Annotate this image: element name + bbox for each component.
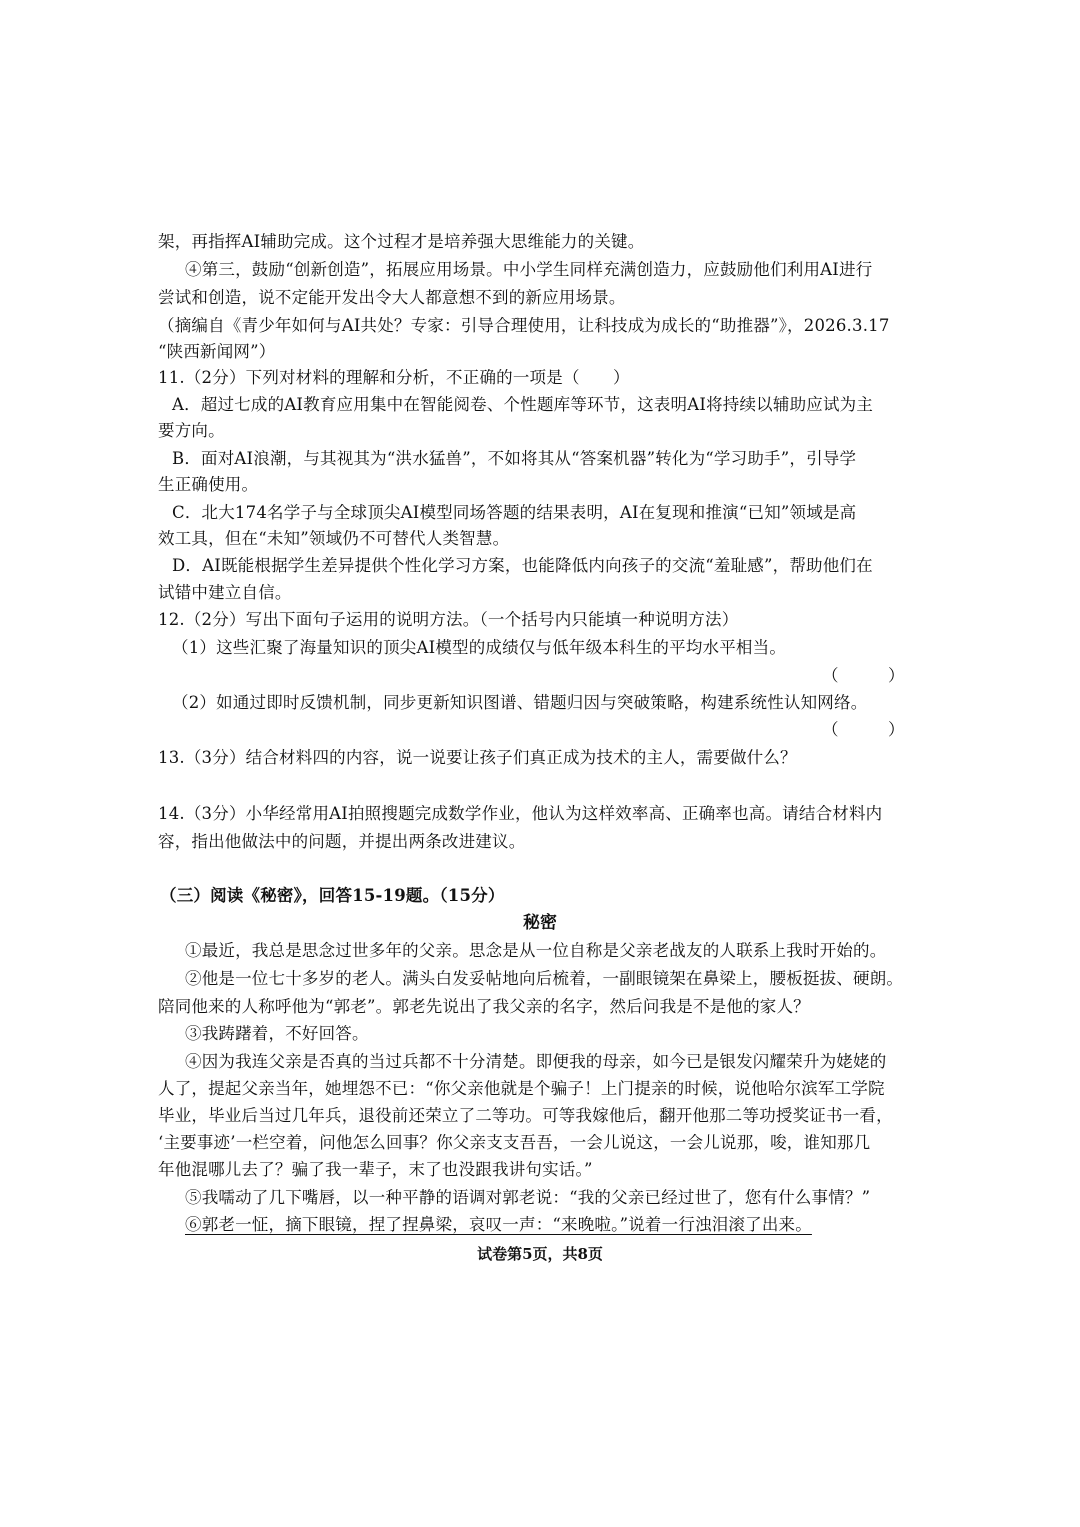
story-paragraph-5: ⑤我嚅动了几下嘴唇，以一种平静的语调对郭老说：“我的父亲已经过世了，您有什么事情？” (185, 1188, 871, 1207)
story-paragraph-4-cont: 年他混哪儿去了？骗了我一辈子，末了也没跟我讲句实话。” (158, 1160, 593, 1179)
option-a: A．超过七成的AI教育应用集中在智能阅卷、个性题库等环节，这表明AI将持续以辅助应试为主 (172, 395, 874, 414)
source-citation: “陕西新闻网”） (158, 342, 276, 361)
answer-blank-1[interactable]: （ ） (822, 666, 905, 685)
story-paragraph-6-underlined: ⑥郭老一怔，摘下眼镜，捏了捏鼻梁，哀叹一声：“来晚啦。”说着一行浊泪滚了出来。 (185, 1215, 812, 1234)
section-heading: （三）阅读《秘密》，回答15-19题。（15分） (160, 886, 505, 905)
passage-line: 架，再指挥AI辅助完成。这个过程才是培养强大思维能力的关键。 (158, 232, 645, 251)
page-footer: 试卷第5页，共8页 (477, 1245, 603, 1263)
story-paragraph-4-cont: 毕业，毕业后当过几年兵，退役前还荣立了二等功。可等我嫁他后，翻开他那二等功授奖证书一看， (158, 1106, 893, 1125)
question-12-item-1: （1）这些汇聚了海量知识的顶尖AI模型的成绩仅与低年级本科生的平均水平相当。 (172, 638, 787, 657)
passage-line: 尝试和创造，说不定能开发出令大人都意想不到的新应用场景。 (158, 288, 626, 307)
answer-blank-2[interactable]: （ ） (822, 720, 905, 739)
source-citation: （摘编自《青少年如何与AI共处？专家：引导合理使用，让科技成为成长的“助推器”》，2026.3.17 (158, 316, 890, 335)
question-11: 11.（2分）下列对材料的理解和分析，不正确的一项是（ ） (158, 368, 630, 387)
question-14: 14.（3分）小华经常用AI拍照搜题完成数学作业，他认为这样效率高、正确率也高。请结合材料内 (158, 804, 883, 823)
question-14-cont: 容，指出他做法中的问题，并提出两条改进建议。 (158, 832, 526, 851)
story-paragraph-1: ①最近，我总是思念过世多年的父亲。思念是从一位自称是父亲老战友的人联系上我时开始的。 (185, 941, 887, 960)
story-paragraph-2: ②他是一位七十多岁的老人。满头白发妥帖地向后梳着，一副眼镜架在鼻梁上，腰板挺拔、硬朗。 (185, 969, 904, 988)
question-12: 12.（2分）写出下面句子运用的说明方法。（一个括号内只能填一种说明方法） (158, 610, 739, 629)
option-d-cont: 试错中建立自信。 (158, 583, 292, 602)
passage-paragraph-4: ④第三，鼓励“创新创造”，拓展应用场景。中小学生同样充满创造力，应鼓励他们利用AI进行 (185, 260, 873, 279)
option-a-cont: 要方向。 (158, 421, 225, 440)
story-paragraph-3: ③我踌躇着，不好回答。 (185, 1024, 369, 1043)
story-paragraph-4-cont: ‘主要事迹’一栏空着，问他怎么回事？你父亲支支吾吾，一会儿说这，一会儿说那，唆，谁知那几 (158, 1133, 871, 1152)
option-b: B．面对AI浪潮，与其视其为“洪水猛兽”，不如将其从“答案机器”转化为“学习助手”，引导学 (172, 449, 857, 468)
option-c-cont: 效工具，但在“未知”领域仍不可替代人类智慧。 (158, 529, 510, 548)
story-paragraph-4: ④因为我连父亲是否真的当过兵都不十分清楚。即便我的母亲，如今已是银发闪耀荣升为姥姥的 (185, 1052, 887, 1071)
option-c: C．北大174名学子与全球顶尖AI模型同场答题的结果表明，AI在复现和推演“已知”领域是高 (172, 503, 857, 522)
option-b-cont: 生正确使用。 (158, 475, 259, 494)
question-13: 13.（3分）结合材料四的内容，说一说要让孩子们真正成为技术的主人，需要做什么？ (158, 748, 797, 767)
story-title: 秘密 (523, 913, 557, 933)
story-paragraph-2-cont: 陪同他来的人称呼他为“郭老”。郭老先说出了我父亲的名字，然后问我是不是他的家人？ (158, 997, 810, 1016)
story-paragraph-4-cont: 人了，提起父亲当年，她埋怨不已：“你父亲他就是个骗子！上门提亲的时候，说他哈尔滨军工学院 (158, 1079, 885, 1098)
question-12-item-2: （2）如通过即时反馈机制，同步更新知识图谱、错题归因与突破策略，构建系统性认知网络。 (172, 693, 868, 712)
option-d: D．AI既能根据学生差异提供个性化学习方案，也能降低内向孩子的交流“羞耻感”，帮助他们在 (172, 556, 873, 575)
